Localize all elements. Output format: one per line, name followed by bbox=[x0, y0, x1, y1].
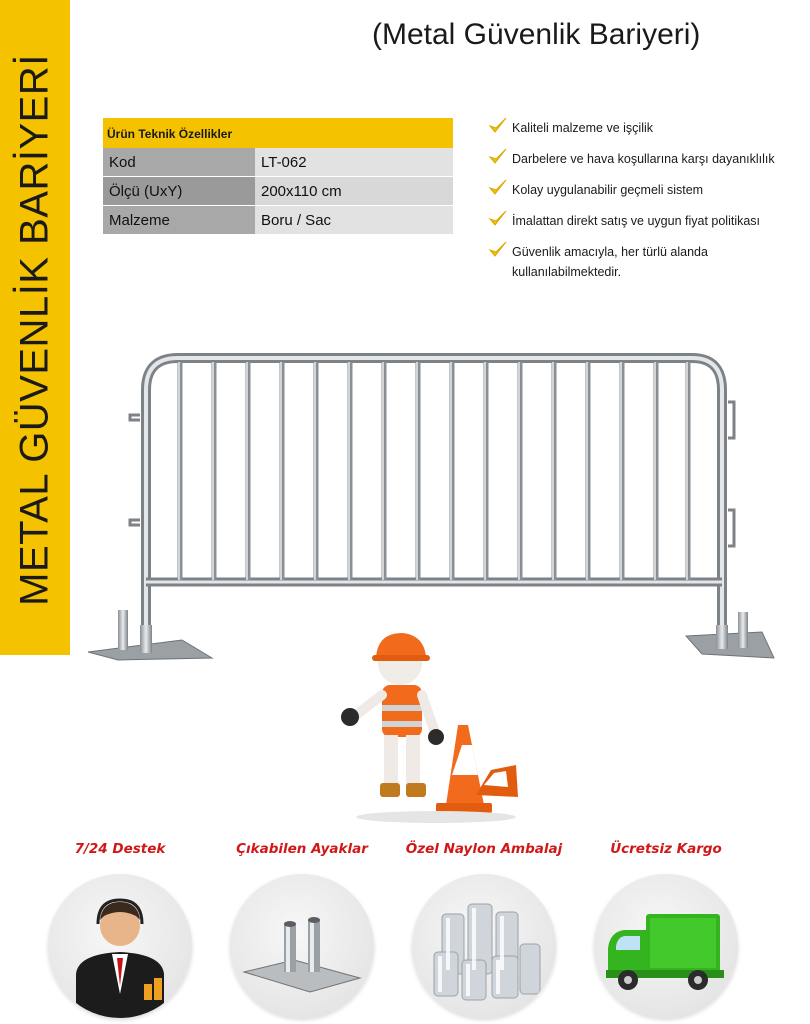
service-item bbox=[222, 838, 382, 1018]
feature-text: İmalattan direkt satış ve uygun fiyat politikası bbox=[512, 214, 761, 228]
spec-value: 200x110 cm bbox=[255, 177, 453, 206]
feature-item bbox=[488, 180, 810, 200]
feature-text: Güvenlik amacıyla, her türlü alanda kullanılabilmektedir. bbox=[512, 245, 708, 279]
spec-row bbox=[103, 206, 453, 235]
service-item bbox=[404, 838, 564, 1018]
feature-item bbox=[488, 149, 810, 169]
support-agent-icon bbox=[48, 874, 192, 1018]
service-circle bbox=[230, 874, 374, 1018]
service-item bbox=[40, 838, 200, 1018]
worker-with-cones-image bbox=[326, 625, 526, 830]
feature-item bbox=[488, 242, 810, 282]
check-icon bbox=[488, 147, 508, 167]
feature-text: Darbelere ve hava koşullarına karşı dayanıklılık bbox=[512, 152, 775, 166]
check-icon bbox=[488, 209, 508, 229]
service-item bbox=[586, 838, 746, 1018]
spec-table-header: Ürün Teknik Özellikler bbox=[103, 118, 453, 148]
feature-list bbox=[488, 118, 810, 293]
spec-key: Malzeme bbox=[103, 206, 255, 235]
check-icon bbox=[488, 178, 508, 198]
service-label: 7/24 Destek bbox=[74, 841, 166, 857]
spec-value: Boru / Sac bbox=[255, 206, 453, 235]
service-circle bbox=[48, 874, 192, 1018]
delivery-truck-icon bbox=[594, 874, 738, 1018]
removable-feet-icon bbox=[230, 874, 374, 1018]
spec-value: LT-062 bbox=[255, 148, 453, 177]
services-section bbox=[40, 838, 800, 1018]
spec-key: Kod bbox=[103, 148, 255, 177]
service-label: Ücretsiz Kargo bbox=[610, 841, 722, 857]
spec-row bbox=[103, 177, 453, 206]
metal-barrier-image bbox=[82, 340, 792, 670]
page-subtitle: (Metal Güvenlik Bariyeri) bbox=[372, 18, 701, 51]
check-icon bbox=[488, 116, 508, 136]
spec-row bbox=[103, 148, 453, 177]
service-label: Çıkabilen Ayaklar bbox=[236, 841, 368, 857]
nylon-rolls-icon bbox=[412, 874, 556, 1018]
side-title: METAL GÜVENLİK BARİYERİ bbox=[12, 54, 57, 606]
feature-text: Kaliteli malzeme ve işçilik bbox=[512, 121, 654, 135]
service-circle bbox=[412, 874, 556, 1018]
side-band bbox=[0, 0, 70, 655]
service-circle bbox=[594, 874, 738, 1018]
feature-item bbox=[488, 118, 810, 138]
service-label: Özel Naylon Ambalaj bbox=[405, 841, 563, 857]
spec-table bbox=[103, 118, 453, 235]
feature-text: Kolay uygulanabilir geçmeli sistem bbox=[512, 183, 704, 197]
feature-item bbox=[488, 211, 810, 231]
spec-key: Ölçü (UxY) bbox=[103, 177, 255, 206]
check-icon bbox=[488, 240, 508, 260]
